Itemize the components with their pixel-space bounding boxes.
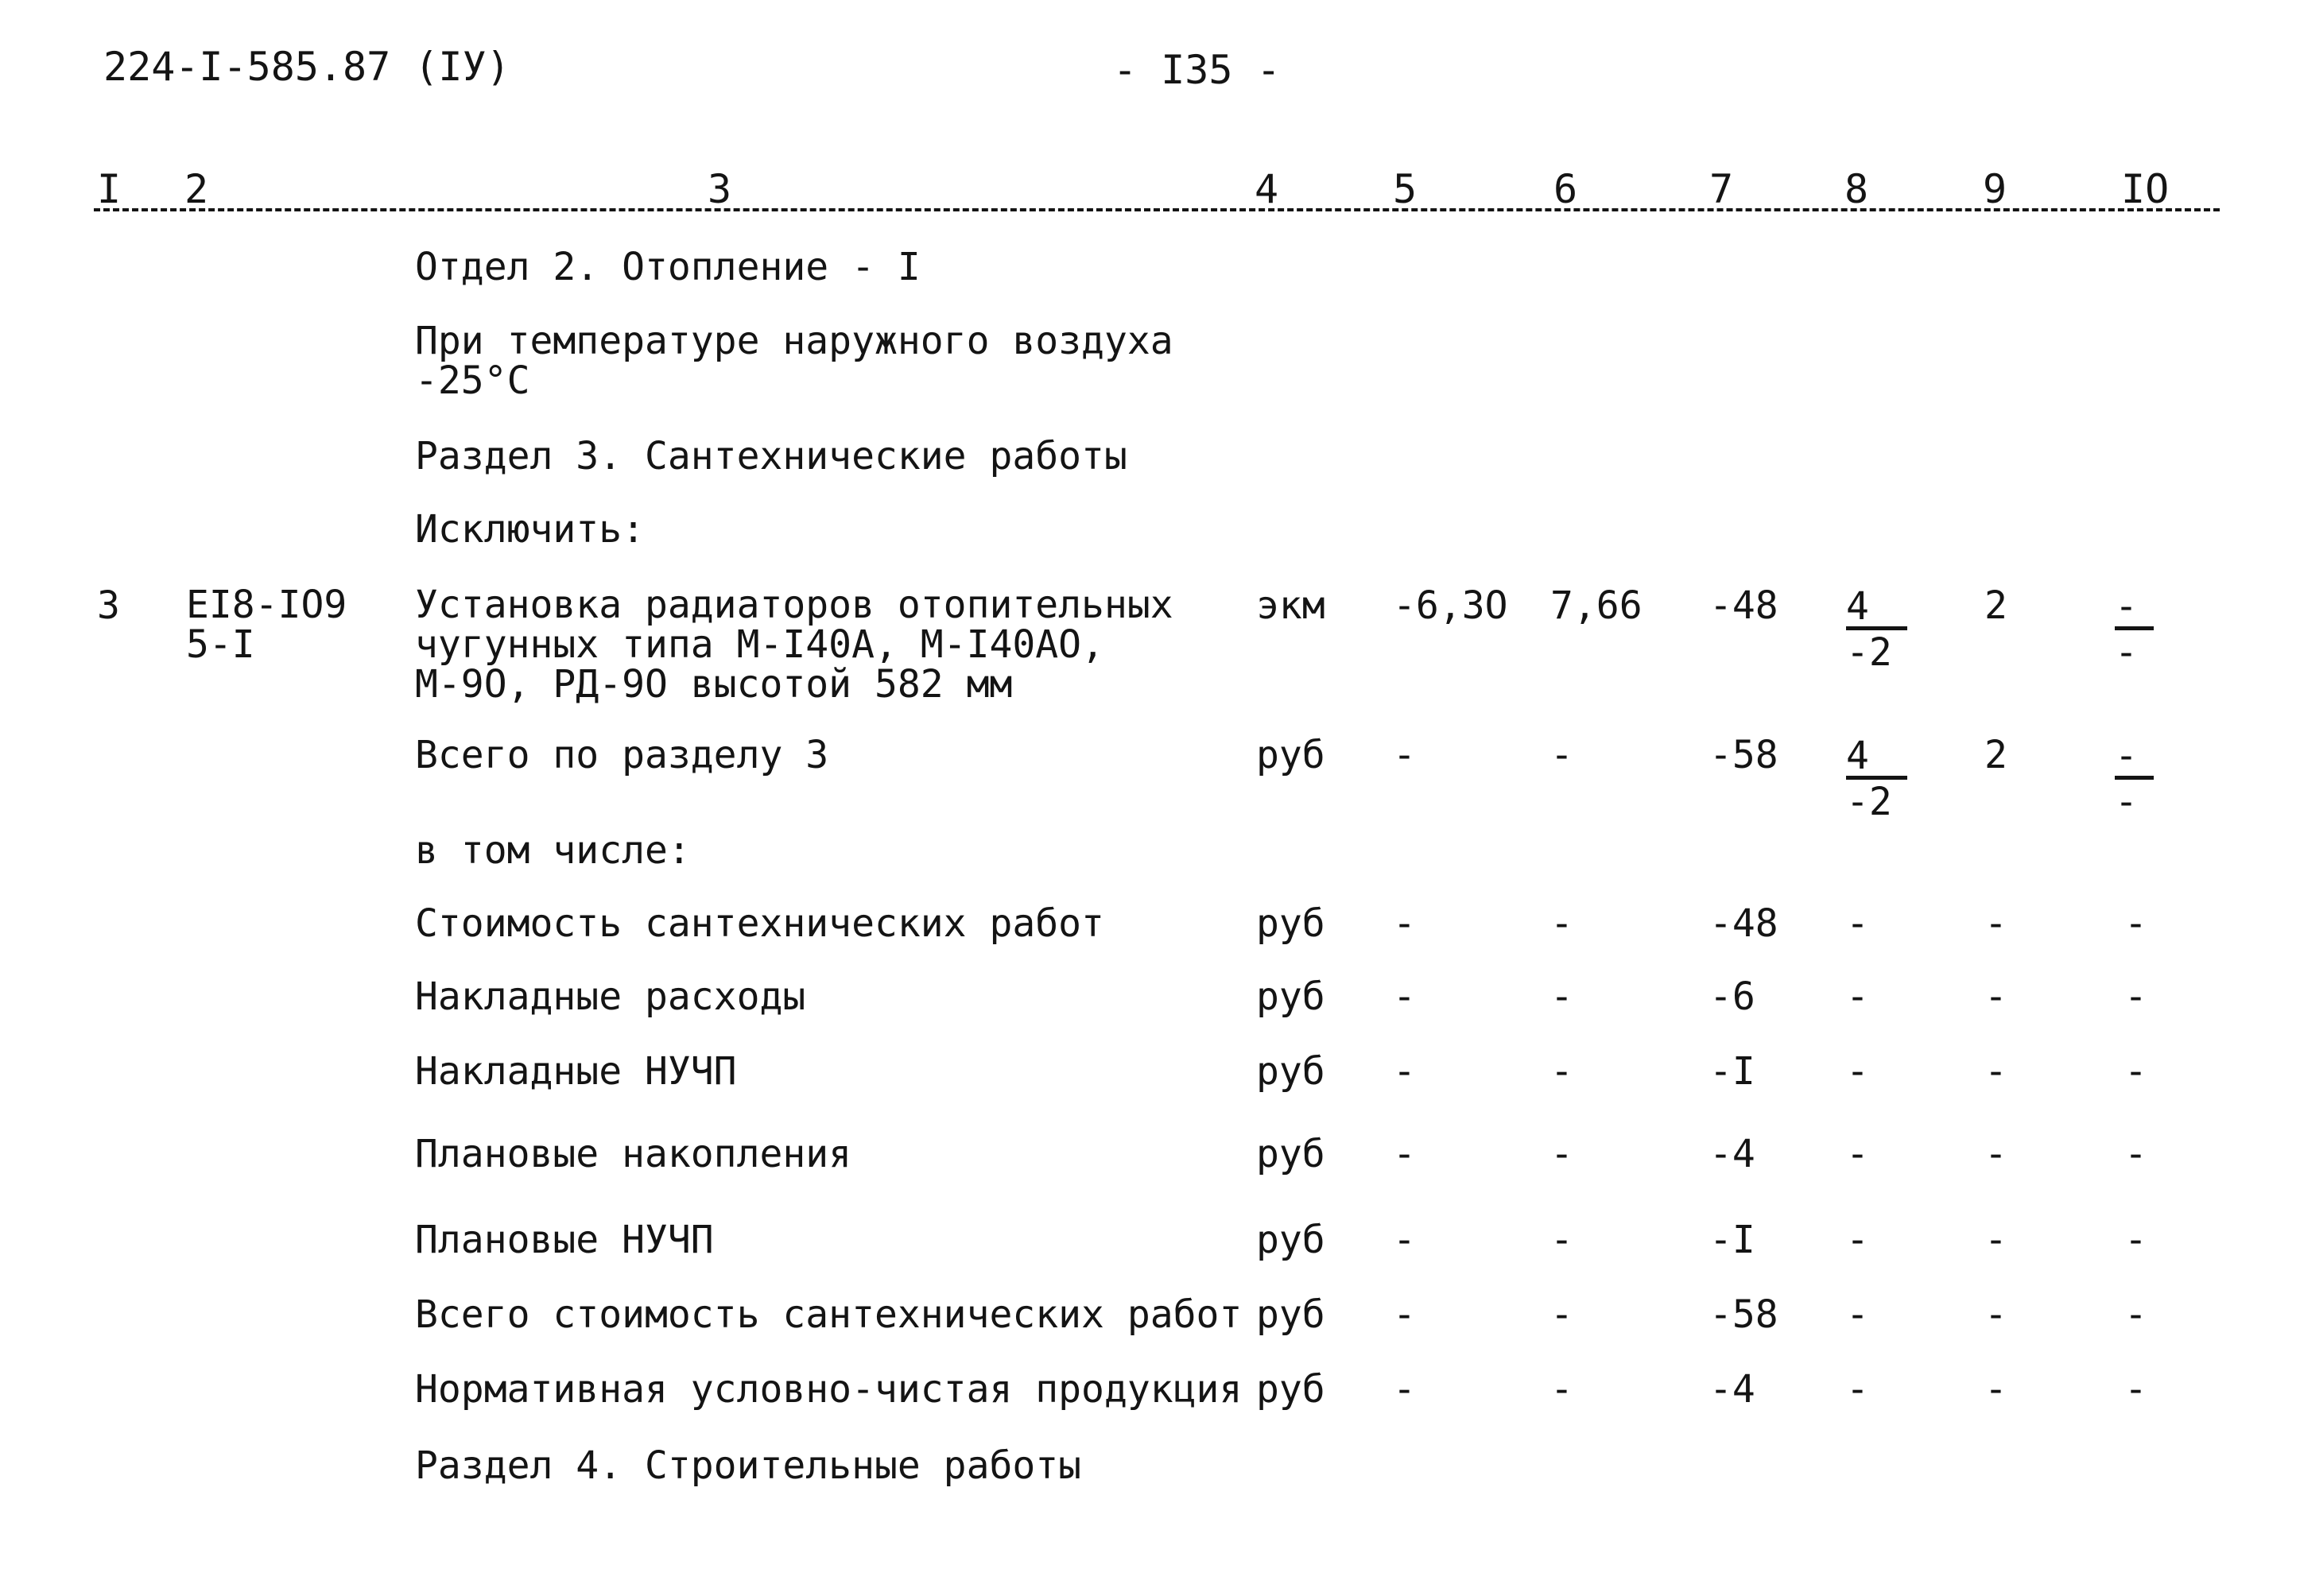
row-c6: -: [1550, 1132, 1573, 1176]
row-c8: -: [1846, 901, 1869, 946]
row-c6: -: [1550, 1218, 1573, 1262]
condition-text: При температуре наружного воздуха -25°C: [415, 319, 1173, 403]
row-c10: -: [2124, 1218, 2147, 1262]
row-name: Плановые НУЧП: [415, 1218, 714, 1262]
razdel-3-heading: Раздел 3. Сантехнические работы: [415, 434, 1127, 478]
item-name: Установка радиаторов отопительных чугунных типа M-I40A, M-I40AO, M-9O, РД-9O высотой 582 мм: [415, 583, 1173, 707]
item-c7: -48: [1709, 583, 1778, 628]
column-header-6: 6: [1553, 166, 1578, 212]
row-c7: -58: [1709, 1292, 1778, 1337]
row-c9: -: [1984, 1367, 2007, 1412]
column-header-8: 8: [1844, 166, 1869, 212]
row-c10: -: [2124, 1367, 2147, 1412]
row-c10: -: [2124, 1292, 2147, 1337]
row-unit: руб: [1256, 1292, 1325, 1337]
row-c6: -: [1550, 1049, 1573, 1094]
row-c5: -: [1393, 1132, 1416, 1176]
row-c6: -: [1550, 1367, 1573, 1412]
row-name: Всего стоимость сантехнических работ: [415, 1292, 1243, 1337]
row-c7: -4: [1709, 1367, 1755, 1412]
row-name: Плановые накопления: [415, 1132, 852, 1176]
item-c8-fraction: [1846, 584, 1907, 675]
item-c8-denominator: -2: [1846, 630, 1892, 675]
row-name: Нормативная условно-чистая продукция: [415, 1367, 1243, 1412]
total-section-c7: -58: [1709, 733, 1778, 777]
total-c8-denominator: -2: [1846, 780, 1892, 824]
row-name: Стоимость сантехнических работ: [415, 901, 1104, 946]
razdel-4-heading: Раздел 4. Строительные работы: [415, 1443, 1082, 1488]
row-c9: -: [1984, 901, 2007, 946]
item-c10-numerator: -: [2115, 587, 2154, 630]
row-unit: руб: [1256, 974, 1325, 1019]
total-c8-numerator: 4: [1846, 736, 1907, 780]
row-c7: -6: [1709, 974, 1755, 1019]
row-c8: -: [1846, 1218, 1869, 1262]
item-c5: -6,3O: [1393, 583, 1508, 628]
including-label: в том числе:: [415, 828, 691, 873]
column-header-9: 9: [1983, 166, 2007, 212]
row-c5: -: [1393, 901, 1416, 946]
column-header-7: 7: [1709, 166, 1734, 212]
row-c6: -: [1550, 974, 1573, 1019]
total-c10-numerator: -: [2115, 736, 2154, 780]
total-section-c6: -: [1550, 733, 1573, 777]
row-c10: -: [2124, 901, 2147, 946]
row-c9: -: [1984, 1049, 2007, 1094]
total-section-c9: 2: [1984, 733, 2007, 777]
row-name: Накладные расходы: [415, 974, 806, 1019]
row-c5: -: [1393, 1292, 1416, 1337]
column-header-5: 5: [1393, 166, 1418, 212]
item-c10-fraction: [2115, 584, 2154, 675]
item-c8-numerator: 4: [1846, 587, 1907, 630]
column-header-3: 3: [708, 166, 732, 212]
row-c10: -: [2124, 974, 2147, 1019]
item-number: 3: [97, 583, 120, 628]
row-name: Накладные НУЧП: [415, 1049, 737, 1094]
exclude-label: Исключить:: [415, 507, 645, 552]
row-c9: -: [1984, 1132, 2007, 1176]
row-unit: руб: [1256, 1367, 1325, 1412]
column-header-2: 2: [184, 166, 209, 212]
row-unit: руб: [1256, 1218, 1325, 1262]
column-header-10: IO: [2121, 166, 2170, 212]
row-c8: -: [1846, 1292, 1869, 1337]
row-c7: -48: [1709, 901, 1778, 946]
row-c10: -: [2124, 1049, 2147, 1094]
total-c8-fraction: [1846, 736, 1907, 824]
row-c5: -: [1393, 1049, 1416, 1094]
total-section-unit: руб: [1256, 733, 1325, 777]
row-c5: -: [1393, 1367, 1416, 1412]
row-c6: -: [1550, 901, 1573, 946]
section-heading: Отдел 2. Отопление - I: [415, 245, 921, 289]
item-c9: 2: [1984, 583, 2007, 628]
row-c8: -: [1846, 1049, 1869, 1094]
row-c8: -: [1846, 974, 1869, 1019]
row-unit: руб: [1256, 901, 1325, 946]
column-header-1: I: [97, 166, 122, 212]
item-unit: экм: [1256, 583, 1325, 628]
total-section-c5: -: [1393, 733, 1416, 777]
row-c7: -I: [1709, 1049, 1755, 1094]
row-unit: руб: [1256, 1132, 1325, 1176]
total-c10-fraction: [2115, 736, 2154, 824]
row-c7: -4: [1709, 1132, 1755, 1176]
total-section-name: Всего по разделу 3: [415, 733, 829, 777]
column-header-4: 4: [1255, 166, 1279, 212]
row-c5: -: [1393, 974, 1416, 1019]
row-c6: -: [1550, 1292, 1573, 1337]
total-c10-denominator: -: [2115, 780, 2138, 824]
item-code: EI8-IO9 5-I: [186, 583, 347, 667]
row-c10: -: [2124, 1132, 2147, 1176]
row-c8: -: [1846, 1367, 1869, 1412]
item-c10-denominator: -: [2115, 630, 2138, 675]
row-c8: -: [1846, 1132, 1869, 1176]
row-c5: -: [1393, 1218, 1416, 1262]
item-c6: 7,66: [1550, 583, 1643, 628]
document-code: 224-I-585.87 (IУ): [103, 44, 510, 90]
header-rule: [94, 208, 2220, 211]
row-c9: -: [1984, 1218, 2007, 1262]
row-c9: -: [1984, 1292, 2007, 1337]
row-unit: руб: [1256, 1049, 1325, 1094]
row-c9: -: [1984, 974, 2007, 1019]
page-number: - I35 -: [1113, 47, 1281, 93]
row-c7: -I: [1709, 1218, 1755, 1262]
